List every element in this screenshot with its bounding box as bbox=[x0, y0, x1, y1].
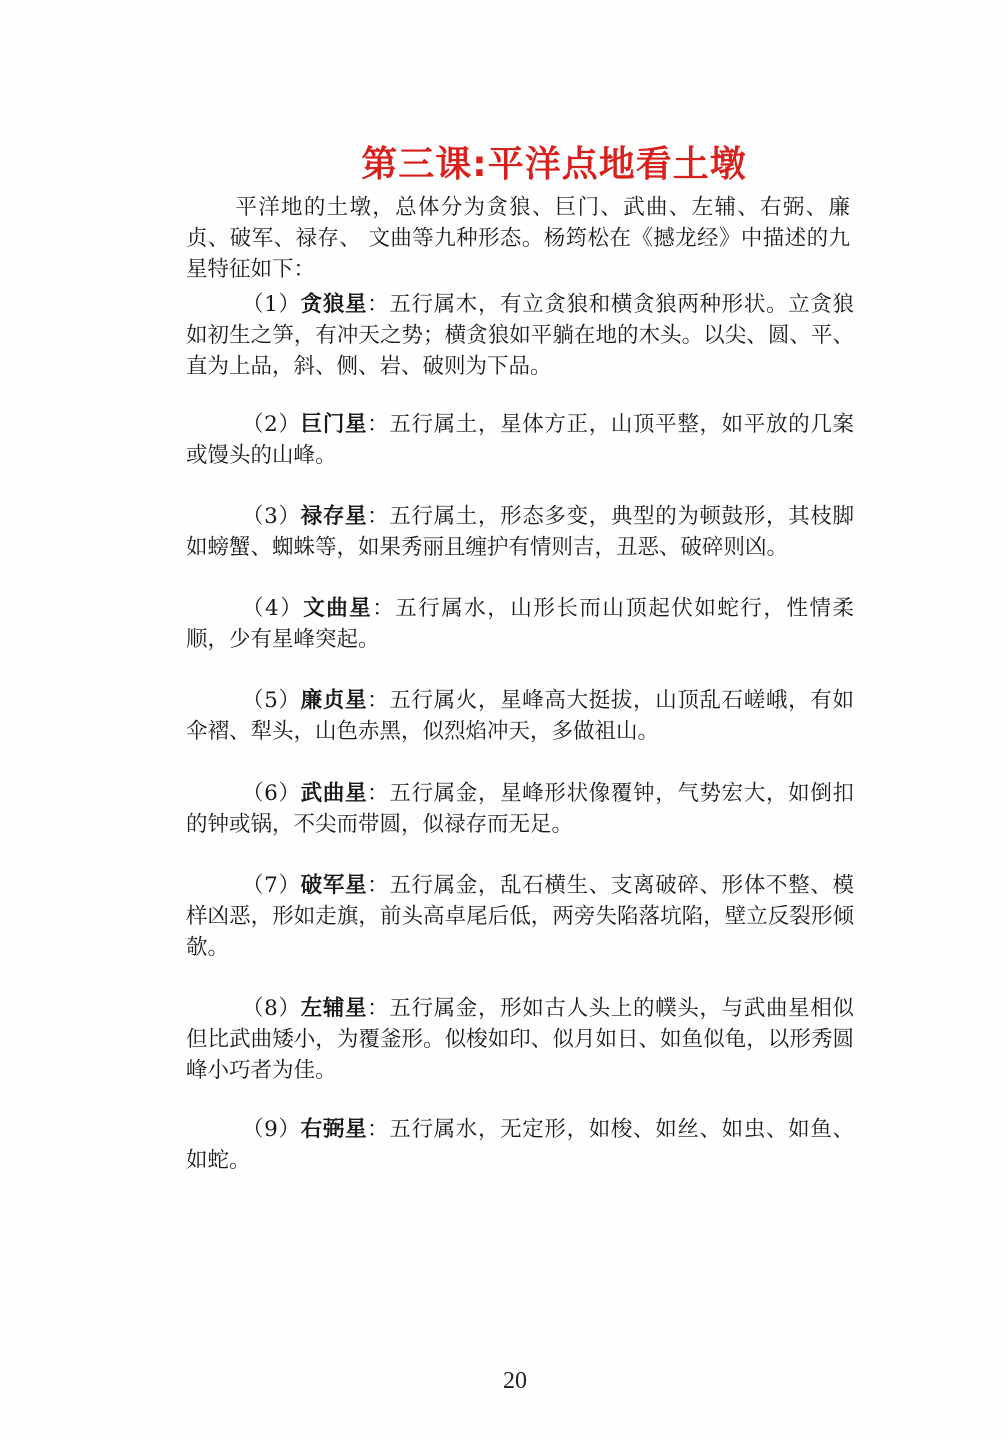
entry-number: （3） bbox=[242, 504, 301, 529]
entry-colon: ： bbox=[372, 596, 396, 621]
list-item-tanlang bbox=[186, 289, 854, 382]
list-item-lianzhen bbox=[186, 685, 854, 747]
entry-colon: ： bbox=[367, 781, 390, 806]
entry-name: 破军星 bbox=[300, 873, 368, 898]
entry-colon: ： bbox=[367, 412, 390, 437]
entry-text: 五行属金，乱石横生、支离破碎、形体不整、模样凶恶，形如走旗，前头高卓尾后低，两旁失陷落坑陷，壁立反裂形倾欹。 bbox=[186, 873, 854, 960]
entry-colon: ： bbox=[367, 873, 390, 898]
entry-colon: ： bbox=[367, 1117, 390, 1142]
entry-number: （4） bbox=[242, 596, 304, 621]
entry-number: （9） bbox=[242, 1117, 301, 1142]
entry-name: 禄存星 bbox=[300, 504, 368, 529]
entry-text: 五行属金，星峰形状像覆钟，气势宏大，如倒扣的钟或锅，不尖而带圆，似禄存而无足。 bbox=[186, 781, 854, 837]
entry-colon: ： bbox=[367, 292, 390, 317]
entry-colon: ： bbox=[367, 504, 390, 529]
entry-text: 五行属火，星峰高大挺拔，山顶乱石嵯峨，有如伞褶、犁头，山色赤黑，似烈焰冲天，多做祖山。 bbox=[186, 688, 854, 744]
entry-name: 右弼星 bbox=[300, 1117, 368, 1142]
entry-number: （6） bbox=[242, 781, 301, 806]
list-item-pojun bbox=[186, 870, 854, 963]
entry-text: 五行属水，无定形，如梭、如丝、如虫、如鱼、如蛇。 bbox=[186, 1117, 854, 1173]
entry-number: （2） bbox=[242, 412, 301, 437]
entry-number: （1） bbox=[242, 292, 301, 317]
entry-text: 五行属木，有立贪狼和横贪狼两种形状。立贪狼如初生之笋，有冲天之势；横贪狼如平躺在地的木头。以尖、圆、平、直为上品，斜、侧、岩、破则为下品。 bbox=[186, 292, 854, 379]
list-item-wenqu bbox=[186, 593, 854, 655]
entry-text: 五行属土，形态多变，典型的为顿鼓形，其枝脚如螃蟹、蜘蛛等，如果秀丽且缠护有情则吉，丑恶、破碎则凶。 bbox=[186, 504, 854, 560]
entry-text: 五行属金，形如古人头上的幞头，与武曲星相似但比武曲矮小，为覆釜形。似梭如印、似月如日、如鱼似龟，以形秀圆峰小巧者为佳。 bbox=[186, 996, 854, 1083]
entry-name: 贪狼星 bbox=[300, 292, 368, 317]
entry-number: （5） bbox=[242, 688, 301, 713]
list-item-wuqu bbox=[186, 778, 854, 840]
list-item-zuofu bbox=[186, 993, 854, 1086]
entry-text: 五行属土，星体方正，山顶平整，如平放的几案或馒头的山峰。 bbox=[186, 412, 854, 468]
entry-text: 五行属水，山形长而山顶起伏如蛇行，性情柔顺，少有星峰突起。 bbox=[186, 596, 854, 652]
list-item-lucun bbox=[186, 501, 854, 563]
entry-name: 左辅星 bbox=[300, 996, 368, 1021]
page-number: 20 bbox=[503, 1368, 527, 1394]
entry-colon: ： bbox=[367, 996, 390, 1021]
entry-name: 文曲星 bbox=[303, 596, 373, 621]
list-item-youbi bbox=[186, 1114, 854, 1176]
intro-paragraph: 平洋地的土墩，总体分为贪狼、巨门、武曲、左辅、右弼、廉贞、破军、禄存、 文曲等九种形态。杨筠松在《撼龙经》中描述的九星特征如下： bbox=[186, 195, 850, 282]
entry-colon: ： bbox=[367, 688, 390, 713]
entry-name: 廉贞星 bbox=[300, 688, 368, 713]
list-item-jumen bbox=[186, 409, 854, 471]
entry-number: （7） bbox=[242, 873, 301, 898]
page-title: 第三课:平洋点地看土墩 bbox=[361, 144, 747, 185]
entry-name: 武曲星 bbox=[300, 781, 368, 806]
entry-number: （8） bbox=[242, 996, 301, 1021]
entry-name: 巨门星 bbox=[300, 412, 368, 437]
